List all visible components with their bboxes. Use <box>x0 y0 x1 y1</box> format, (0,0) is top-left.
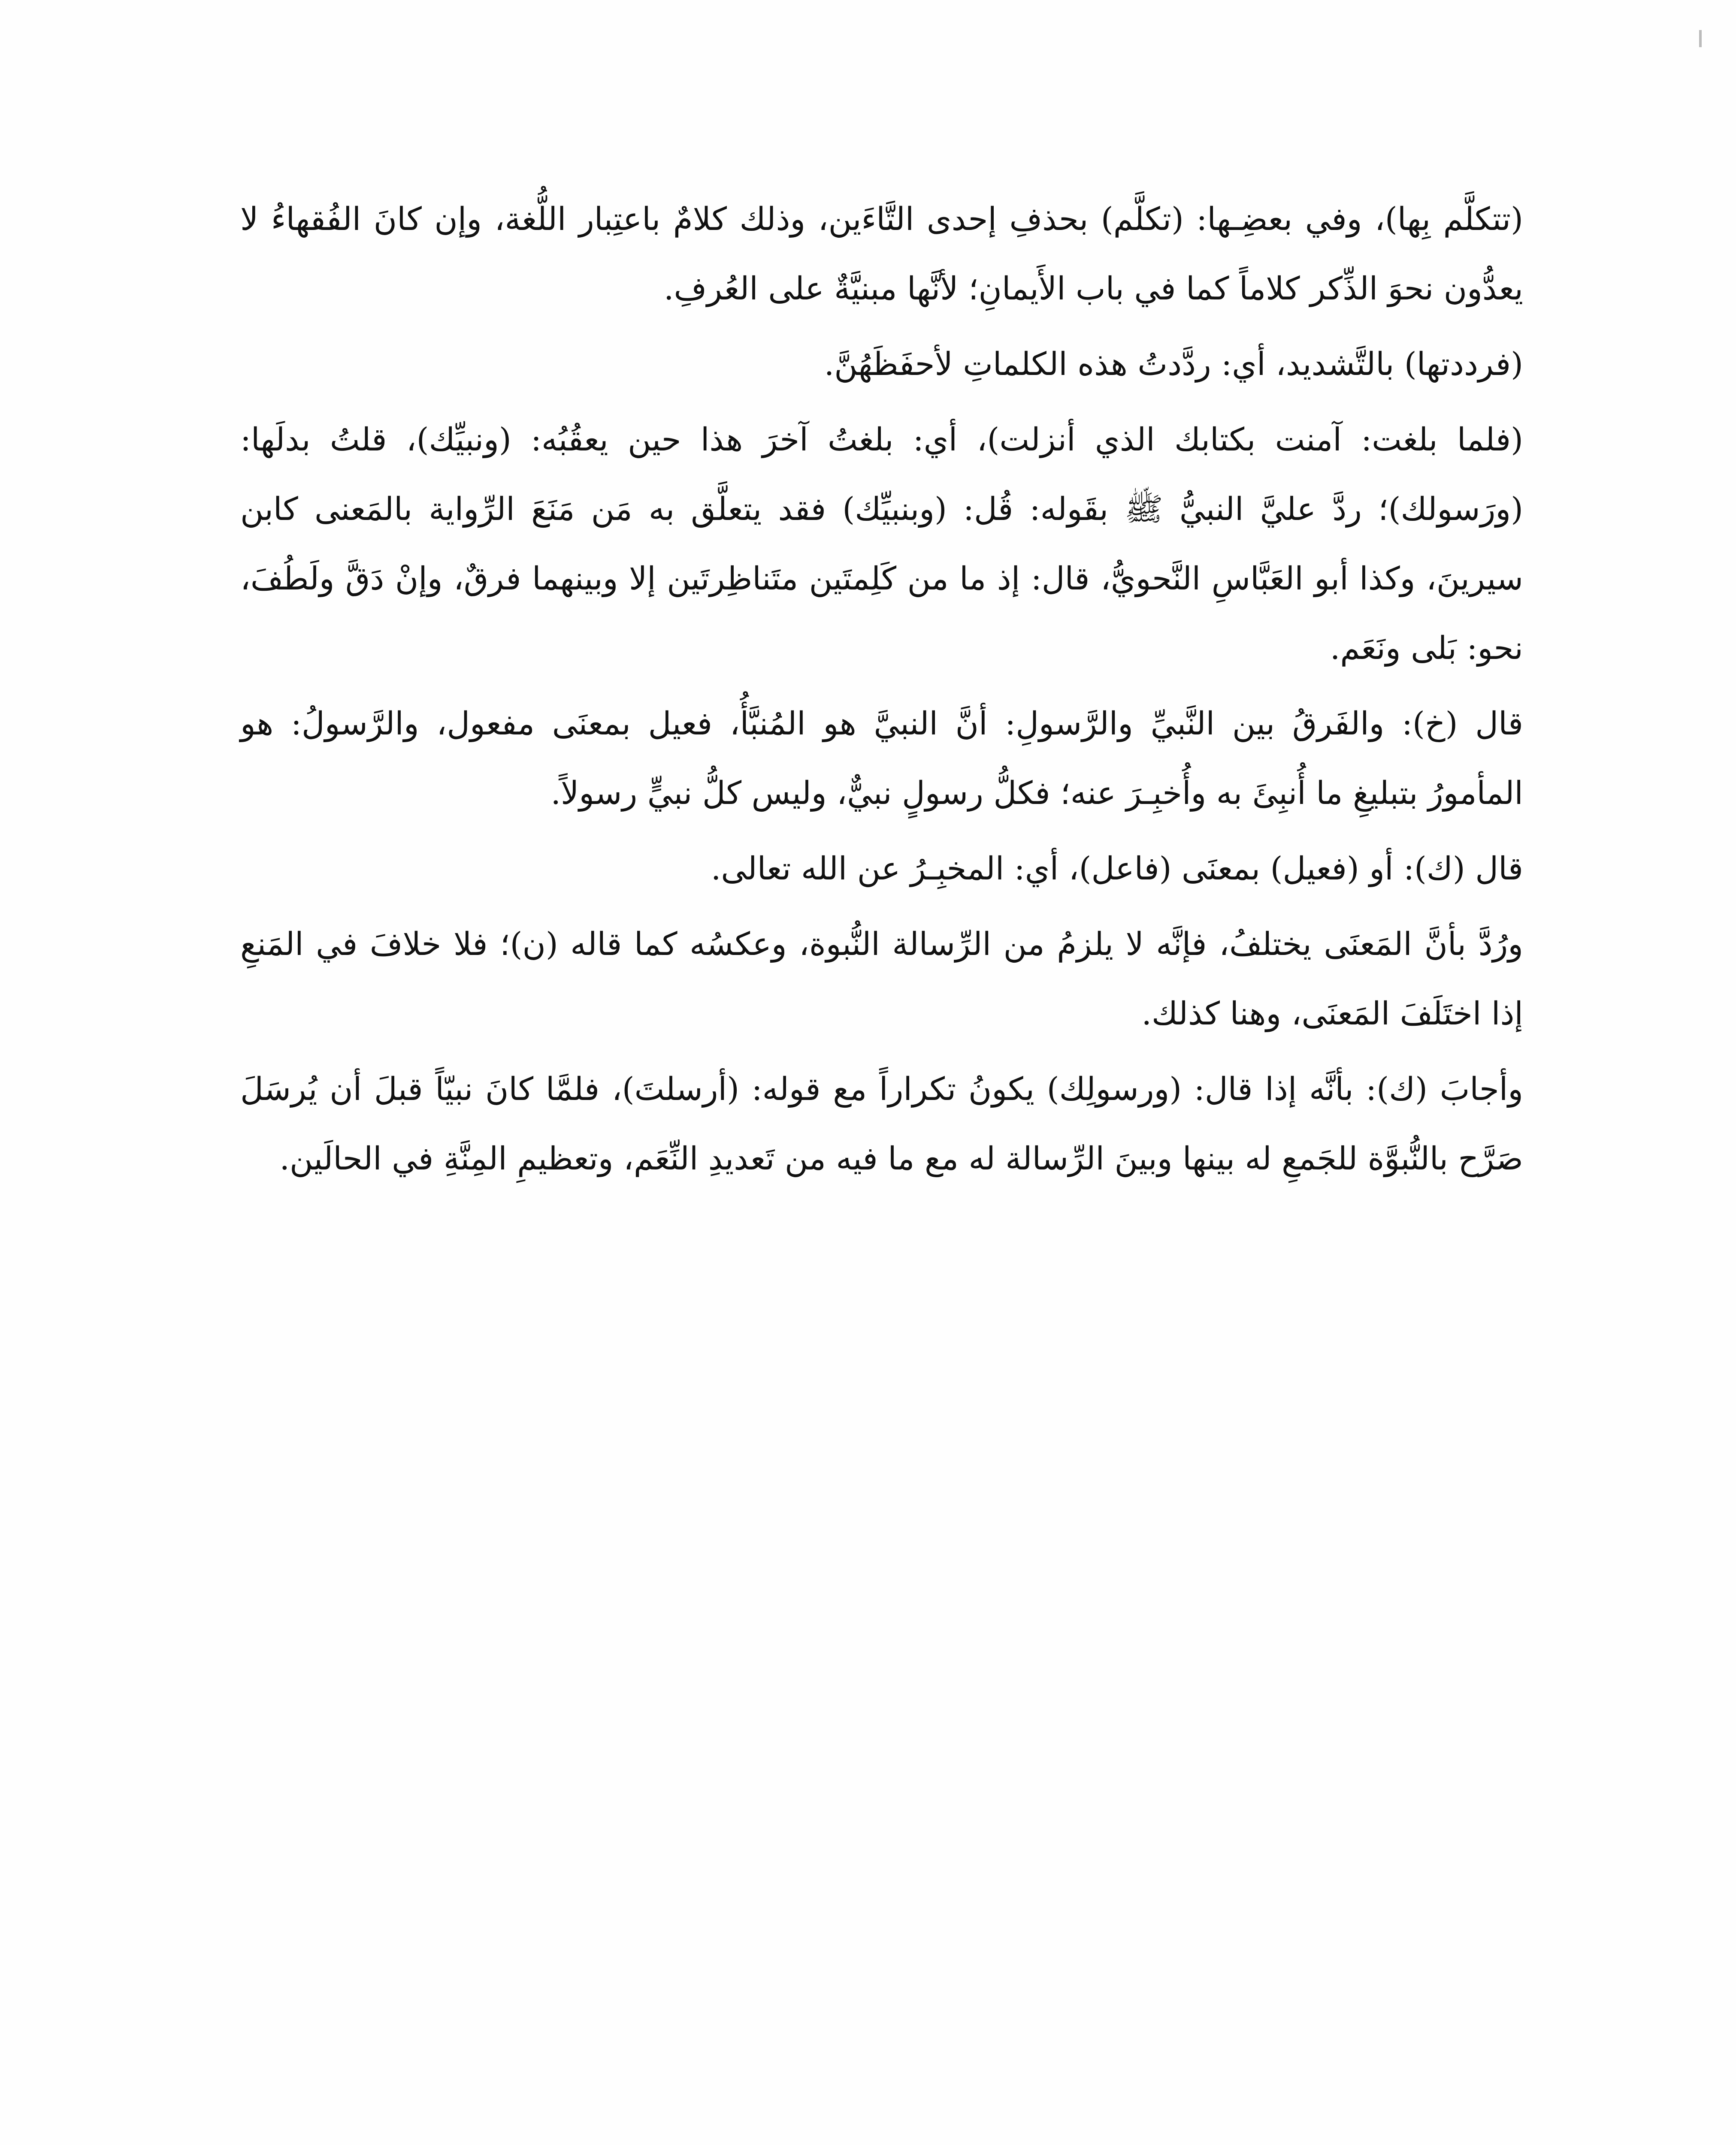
paragraph-6: ورُدَّ بأنَّ المَعنَى يختلفُ، فإنَّه لا يلزمُ من الرِّسالة النُّبوة، وعكسُه كما قاله (ن)؛ فلا خلافَ في المَنعِ إذا اختَلَفَ المَعنَى، وهنا كذلك. <box>240 926 1523 1032</box>
paragraph-1: (تتكلَّم بِها)، وفي بعضِـها: (تكلَّم) بحذفِ إحدى التَّاءَين، وذلك كلامٌ باعتِبار اللُّغة، وإن كانَ الفُقهاءُ لا يعدُّون نحوَ الذِّكر كلاماً كما في باب الأَيمانِ؛ لأنَّها مبنيَّةٌ على العُرفِ. <box>240 201 1523 307</box>
paragraph-3: (فلما بلغت: آمنت بكتابك الذي أنزلت)، أي: بلغتُ آخرَ هذا حين يعقُبُه: (ونبيِّك)، قلتُ بدلَها: (ورَسولك)؛ ردَّ عليَّ النبيُّ ﷺ بقَوله: قُل: (وبنبيِّك) فقد يتعلَّق به مَن مَنَعَ الرِّواية بالمَعنى كابن سيرينَ، وكذا أبو العَبَّاسِ النَّحويُّ، قال: إذ ما من كَلِمتَين متَناظِرتَين إلا وبينهما فرقٌ، وإنْ دَقَّ ولَطُفَ، نحو: بَلى ونَعَم. <box>240 421 1523 667</box>
paragraph-7: وأجابَ (ك): بأنَّه إذا قال: (ورسولِك) يكونُ تكراراً مع قوله: (أرسلتَ)، فلمَّا كانَ نبيّاً قبلَ أن يُرسَلَ صَرَّح بالنُّبوَّة للجَمعِ له بينها وبينَ الرِّسالة له مع ما فيه من تَعديدِ النِّعَم، وتعظيمِ المِنَّةِ في الحالَين. <box>240 1071 1523 1177</box>
paragraph-2: (فرددتها) بالتَّشديد، أي: ردَّدتُ هذه الكلماتِ لأحفَظَهُنَّ. <box>824 346 1523 383</box>
paragraph-4: قال (خ): والفَرقُ بين النَّبيِّ والرَّسولِ: أنَّ النبيَّ هو المُنبَّأُ، فعيل بمعنَى مفعول، والرَّسولُ: هو المأمورُ بتبليغِ ما أُنبِئَ به وأُخبِـرَ عنه؛ فكلُّ رسولٍ نبيٌّ، وليس كلُّ نبيٍّ رسولاً. <box>240 705 1523 812</box>
body-text <box>240 184 1523 1199</box>
scan-mark <box>1699 30 1702 47</box>
paragraph-5: قال (ك): أو (فعيل) بمعنَى (فاعل)، أي: المخبِـرُ عن الله تعالى. <box>711 850 1523 887</box>
